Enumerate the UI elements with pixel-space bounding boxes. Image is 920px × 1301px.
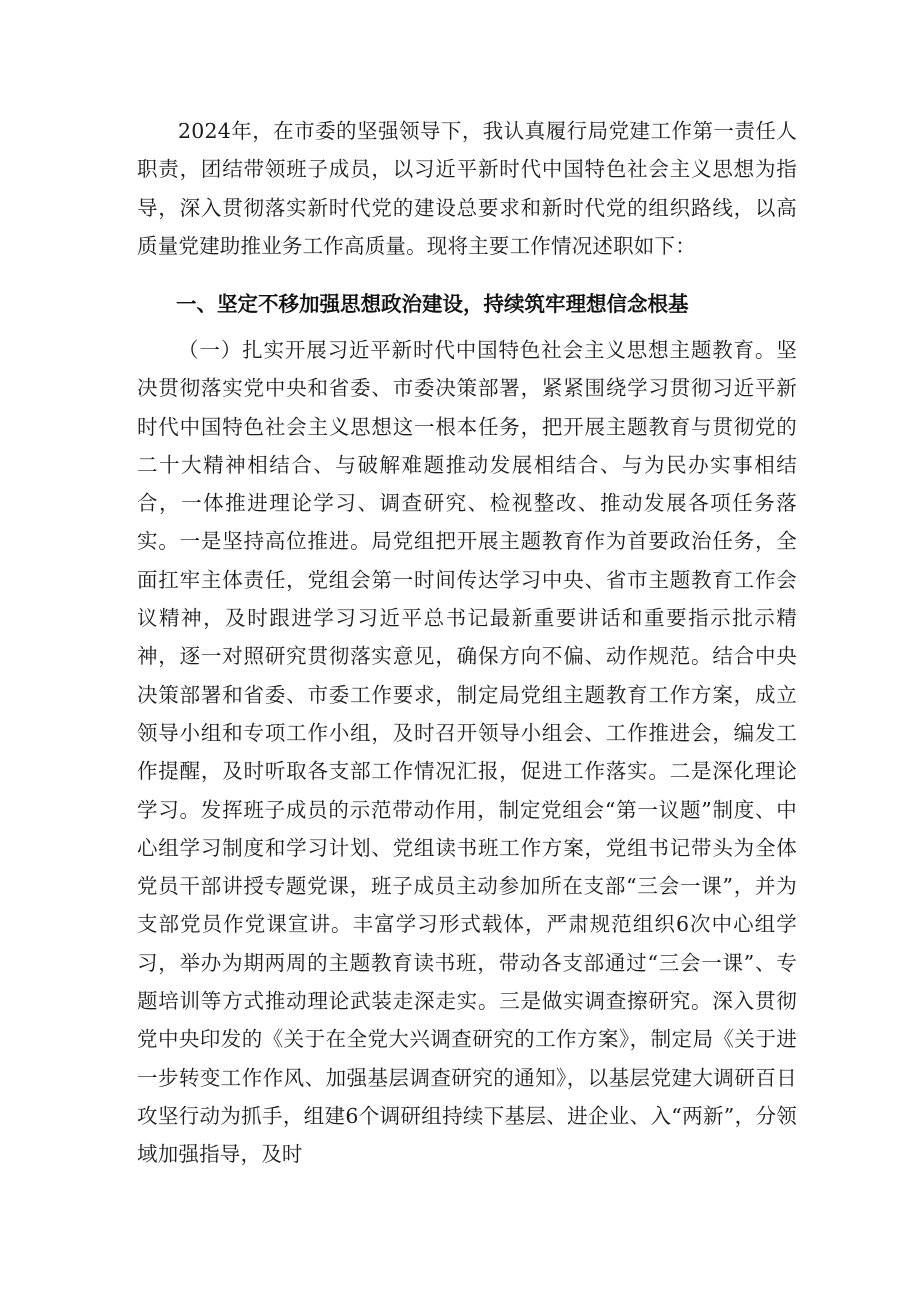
- intro-paragraph: 2024年，在市委的坚强领导下，我认真履行局党建工作第一责任人职责，团结带领班子成员，以习近平新时代中国特色社会主义思想为指导，深入贯彻落实新时代党的建设总要求和新时代党的组织路线，以高质量党建助推业务工作高质量。现将主要工作情况述职如下：: [137, 119, 797, 258]
- section-heading: 一、坚定不移加强思想政治建设，持续筑牢理想信念根基: [176, 292, 689, 316]
- intro-section: [137, 112, 797, 265]
- section-body: [137, 331, 797, 1174]
- section-paragraph: （一）扎实开展习近平新时代中国特色社会主义思想主题教育。坚决贯彻落实党中央和省委、市委决策部署，紧紧围绕学习贯彻习近平新时代中国特色社会主义思想这一根本任务，把开展主题教育与贯彻党的二十大精神相结合、与破解难题推动发展相结合、与为民办实事相结合，一体推进理论学习、调查研究、检视整改、推动发展各项任务落实。一是坚持高位推进。局党组把开展主题教育作为首要政治任务，全面扛牢主体责任，党组会第一时间传达学习中央、省市主题教育工作会议精神，及时跟进学习习近平总书记最新重要讲话和重要指示批示精神，逐一对照研究贯彻落实意见，确保方向不偏、动作规范。结合中央决策部署和省委、市委工作要求，制定局党组主题教育工作方案，成立领导小组和专项工作小组，及时召开领导小组会、工作推进会，编发工作提醒，及时听取各支部工作情况汇报，促进工作落实。二是深化理论学习。发挥班子成员的示范带动作用，制定党组会“第一议题”制度、中心组学习制度和学习计划、党组读书班工作方案，党组书记带头为全体党员干部讲授专题党课，班子成员主动参加所在支部“三会一课”，并为支部党员作党课宣讲。丰富学习形式载体，严肃规范组织6次中心组学习，举办为期两周的主题教育读书班，带动各支部通过“三会一课”、专题培训等方式推动理论武装走深走实。三是做实调查擦研究。深入贯彻党中央印发的《关于在全党大兴调查研究的工作方案》，制定局《关于进一步转变工作作风、加强基层调查研究的通知》，以基层党建大调研百日攻坚行动为抓手，组建6个调研组持续下基层、进企业、入“两新”，分领域加强指导，及时: [137, 338, 797, 1167]
